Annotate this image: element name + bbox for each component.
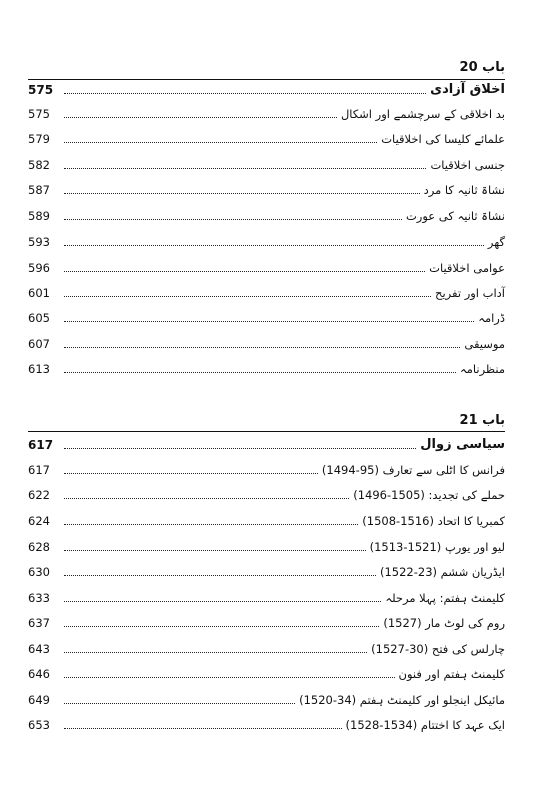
dot-leader	[64, 703, 295, 704]
entry-page-number: 596	[28, 261, 50, 275]
chapter-20-heading: باب 20	[459, 60, 505, 75]
entry-title: علمائے کلیسا کی اخلاقیات	[381, 132, 505, 146]
entry-page-number: 633	[28, 591, 50, 605]
entry-page-number: 624	[28, 514, 50, 528]
toc-entry[interactable]	[28, 715, 505, 733]
entry-title: چارلس کی فتح (30-1527)	[371, 642, 505, 656]
dot-leader	[64, 168, 426, 169]
entry-title: جنسی اخلاقیات	[430, 158, 505, 172]
entry-page-number: 617	[28, 463, 50, 477]
chapter-21-rule	[28, 431, 505, 432]
entry-title: کمبریا کا اتحاد (1516-1508)	[362, 514, 505, 528]
chapter-21-heading: باب 21	[459, 413, 505, 428]
entry-page-number: 653	[28, 718, 50, 732]
entry-title: عوامی اخلاقیات	[429, 261, 505, 275]
dot-leader	[64, 575, 376, 576]
dot-leader	[64, 142, 377, 143]
entry-page-number: 575	[28, 107, 50, 121]
entry-title: کلیمنٹ ہفتم: پہلا مرحلہ	[385, 591, 505, 605]
dot-leader	[64, 550, 366, 551]
entry-page-number: 630	[28, 565, 50, 579]
entry-page-number: 579	[28, 132, 50, 146]
toc-entry[interactable]	[28, 485, 505, 503]
toc-entry[interactable]	[28, 283, 505, 301]
toc-entry[interactable]	[28, 180, 505, 198]
entry-title: فرانس کا اٹلی سے تعارف (95-1494)	[321, 463, 505, 477]
dot-leader	[64, 321, 474, 322]
entry-page-number: 605	[28, 311, 50, 325]
section-title: اخلاق آزادی	[430, 82, 505, 97]
toc-entry[interactable]	[28, 232, 505, 250]
entry-title: آداب اور تفریح	[435, 286, 505, 300]
dot-leader	[64, 245, 484, 246]
entry-title: نشاۃ ثانیہ کا مرد	[423, 183, 505, 197]
dot-leader	[64, 271, 425, 272]
dot-leader	[64, 193, 420, 194]
section-entry[interactable]	[28, 435, 505, 453]
entry-page-number: 646	[28, 667, 50, 681]
toc-entry[interactable]	[28, 613, 505, 631]
dot-leader	[64, 117, 337, 118]
dot-leader	[64, 372, 456, 373]
dot-leader	[64, 498, 349, 499]
entry-page-number: 601	[28, 286, 50, 300]
section-entry[interactable]	[28, 80, 505, 98]
toc-entry[interactable]	[28, 690, 505, 708]
entry-title: ایڈریان ششم (23-1522)	[379, 565, 505, 579]
dot-leader	[64, 296, 431, 297]
toc-entry[interactable]	[28, 460, 505, 478]
toc-entry[interactable]	[28, 359, 505, 377]
toc-entry[interactable]	[28, 664, 505, 682]
dot-leader	[64, 652, 367, 653]
toc-entry[interactable]	[28, 206, 505, 224]
entry-page-number: 628	[28, 540, 50, 554]
dot-leader	[64, 728, 342, 729]
dot-leader	[64, 347, 460, 348]
toc-entry[interactable]	[28, 308, 505, 326]
entry-page-number: 587	[28, 183, 50, 197]
toc-entry[interactable]	[28, 639, 505, 657]
toc-entry[interactable]	[28, 258, 505, 276]
section-page-number: 617	[28, 438, 54, 452]
entry-page-number: 607	[28, 337, 50, 351]
entry-title: مائیکل اینجلو اور کلیمنٹ ہفتم (34-1520)	[299, 693, 505, 707]
dot-leader	[64, 601, 381, 602]
entry-title: روم کی لوٹ مار (1527)	[383, 616, 505, 630]
dot-leader	[64, 473, 318, 474]
toc-entry[interactable]	[28, 588, 505, 606]
section-page-number: 575	[28, 83, 54, 97]
entry-page-number: 637	[28, 616, 50, 630]
dot-leader	[64, 626, 379, 627]
toc-entry[interactable]	[28, 129, 505, 147]
entry-title: منظرنامہ	[459, 362, 505, 376]
entry-page-number: 593	[28, 235, 50, 249]
entry-title: گھر	[487, 235, 505, 249]
entry-title: حملے کی تجدید: (1505-1496)	[353, 488, 505, 502]
entry-title: موسیقی	[464, 337, 505, 351]
entry-title: ڈرامہ	[478, 311, 505, 325]
entry-page-number: 589	[28, 209, 50, 223]
dot-leader	[64, 524, 358, 525]
toc-entry[interactable]	[28, 334, 505, 352]
entry-title: نشاۃ ثانیہ کی عورت	[405, 209, 505, 223]
dot-leader	[64, 93, 426, 94]
entry-page-number: 649	[28, 693, 50, 707]
entry-title: ایک عہد کا اختتام (1534-1528)	[345, 718, 505, 732]
toc-entry[interactable]	[28, 537, 505, 555]
toc-entry[interactable]	[28, 511, 505, 529]
dot-leader	[64, 677, 395, 678]
dot-leader	[64, 448, 416, 449]
entry-title: کلیمنٹ ہفتم اور فنون	[398, 667, 505, 681]
entry-page-number: 643	[28, 642, 50, 656]
entry-title: بد اخلاقی کے سرچشمے اور اشکال	[340, 107, 505, 121]
toc-entry[interactable]	[28, 155, 505, 173]
toc-entry[interactable]	[28, 562, 505, 580]
dot-leader	[64, 219, 402, 220]
entry-page-number: 613	[28, 362, 50, 376]
section-title: سیاسی زوال	[420, 437, 505, 452]
toc-entry[interactable]	[28, 104, 505, 122]
entry-page-number: 582	[28, 158, 50, 172]
entry-page-number: 622	[28, 488, 50, 502]
entry-title: لیو اور یورپ (1521-1513)	[369, 540, 505, 554]
